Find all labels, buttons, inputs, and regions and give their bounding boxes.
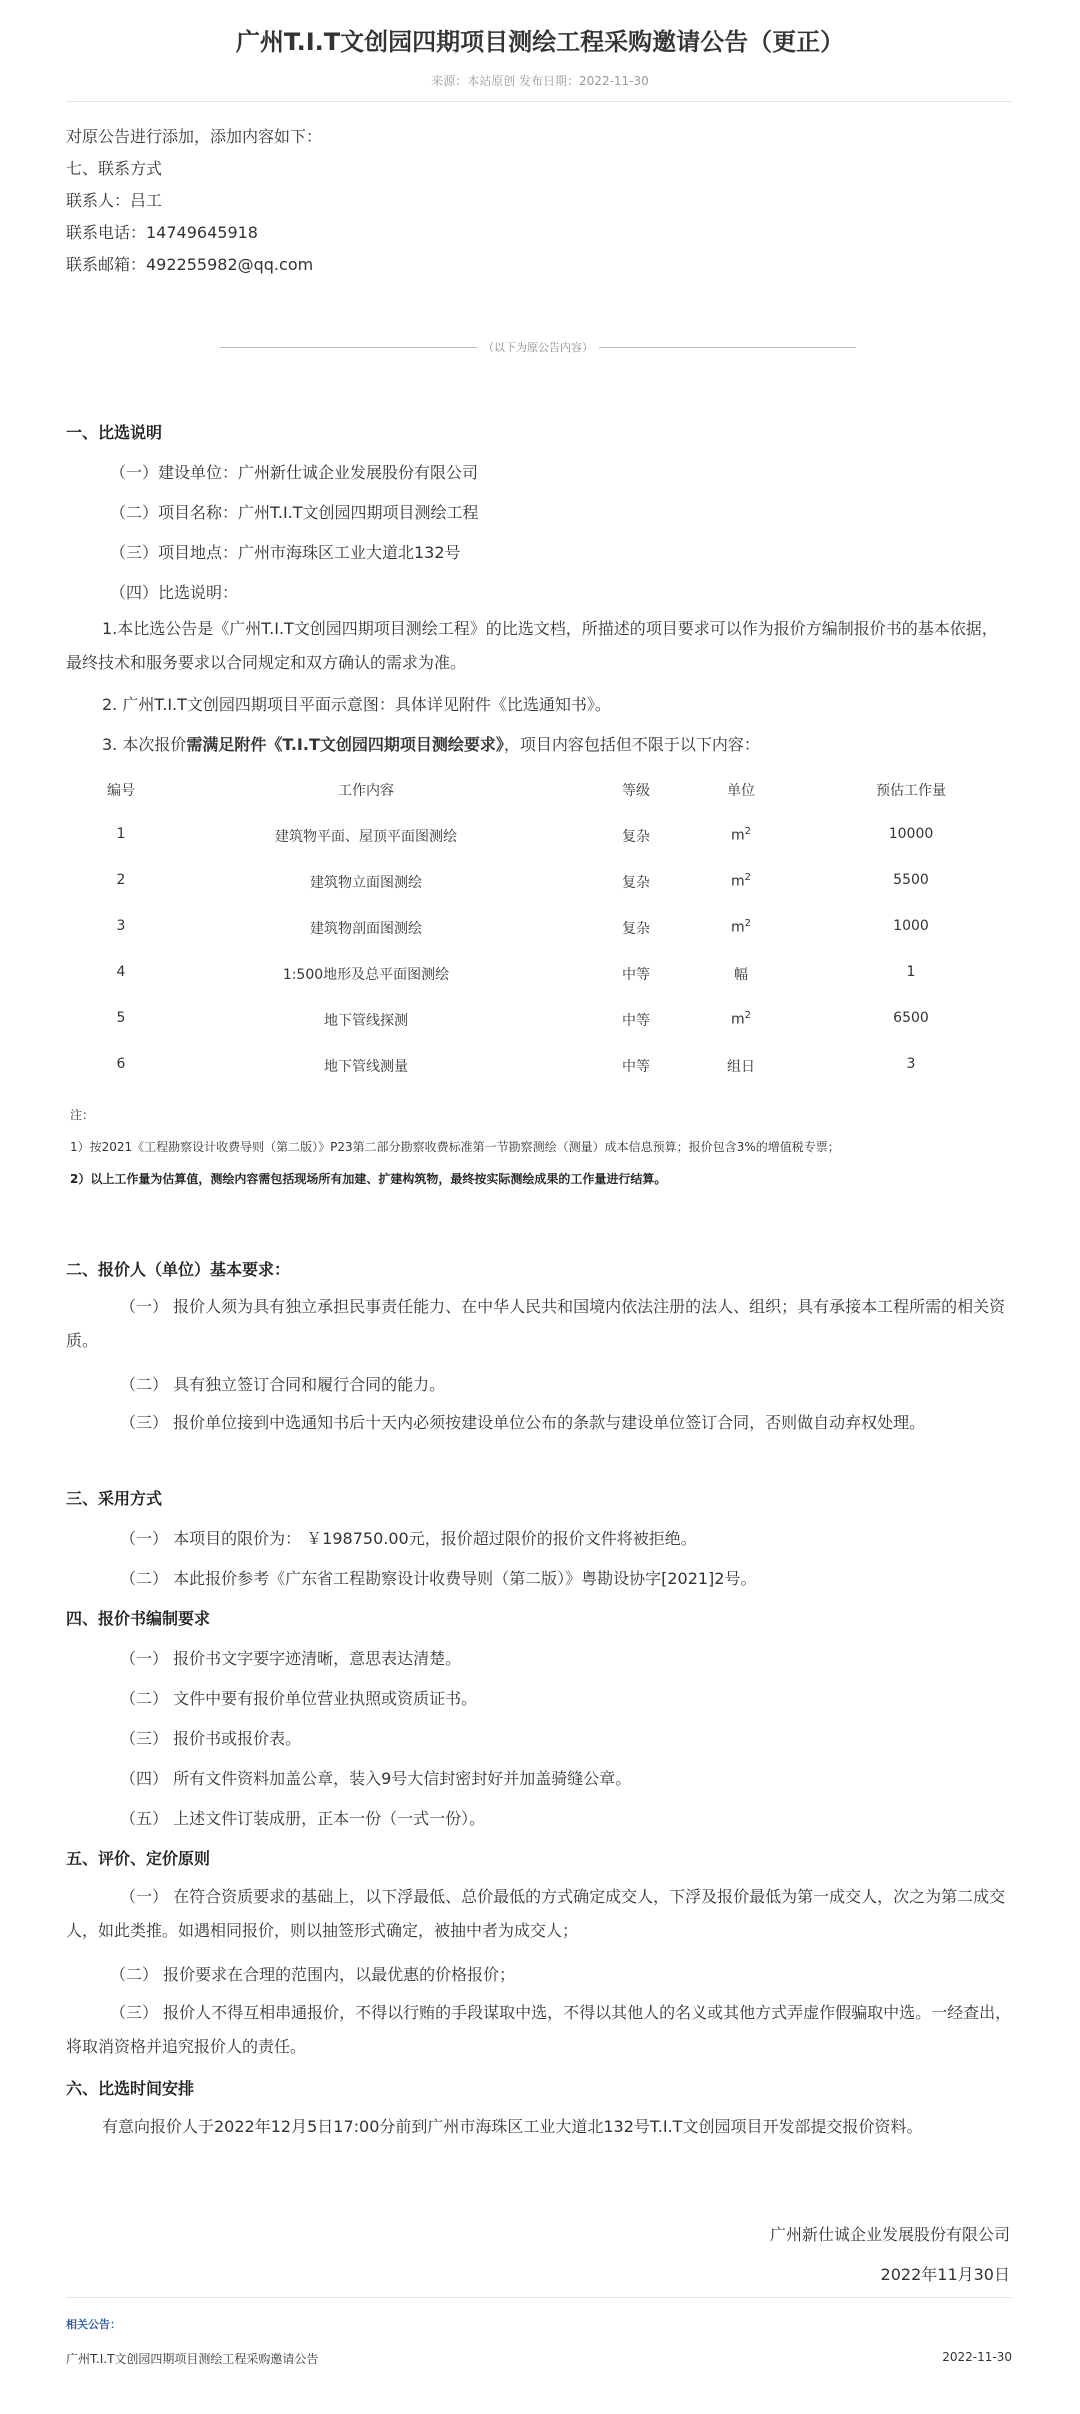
section-2-heading: 二、报价人（单位）基本要求：	[66, 1260, 291, 1279]
s1-paragraph-1: 1.本比选公告是《广州T.I.T文创园四期项目测绘工程》的比选文档，所描述的项目要求可以作为报价方编制报价书的基本依据，最终技术和服务要求以合同规定和双方确认的需求为准。	[66, 619, 998, 672]
cell-no: 1	[116, 826, 126, 842]
s4-item-4: （四） 所有文件资料加盖公章，装入9号大信封密封好并加盖骑缝公章。	[120, 1769, 632, 1788]
unit-text: m	[730, 919, 745, 936]
cell-unit	[686, 872, 796, 890]
cell-level: 复杂	[622, 921, 650, 937]
cell-qty: 6500	[893, 1010, 929, 1026]
unit-sup: 2	[744, 918, 751, 929]
cell-unit	[686, 1010, 796, 1028]
original-notice-divider	[220, 339, 856, 355]
cell-unit	[686, 1056, 796, 1076]
cell-content: 建筑物平面、屋顶平面图测绘	[275, 829, 457, 845]
s1-paragraph-2: 2. 广州T.I.T文创园四期项目平面示意图：具体详见附件《比选通知书》。	[102, 695, 611, 714]
cell-level: 中等	[622, 967, 650, 983]
s1-paragraph-3	[102, 732, 760, 755]
th-content: 工作内容	[338, 783, 394, 799]
publish-meta: 来源：本站原创 发布日期：2022-11-30	[431, 74, 649, 88]
section-3-heading: 三、采用方式	[66, 1489, 163, 1508]
s1-item-1: （一）建设单位：广州新仕诚企业发展股份有限公司	[110, 463, 479, 482]
notes-label: 注：	[70, 1108, 95, 1122]
cell-content: 1:500地形及总平面图测绘	[282, 967, 450, 983]
correction-intro: 对原公告进行添加，添加内容如下：	[66, 127, 323, 146]
unit-sup: 2	[744, 1010, 751, 1021]
s5-item-1: （一） 在符合资质要求的基础上，以下浮最低、总价最低的方式确定成交人，下浮及报价最低为第一成交人，次之为第二成交人，如此类推。如遇相同报价，则以抽签形式确定，被抽中者为成交人；	[66, 1887, 1006, 1940]
cell-level: 复杂	[622, 829, 650, 845]
section-4-heading: 四、报价书编制要求	[66, 1609, 211, 1628]
divider-text: （以下为原公告内容）	[483, 341, 593, 354]
table-row	[66, 910, 1012, 944]
cell-qty: 1	[906, 964, 916, 980]
cell-no: 2	[116, 872, 126, 888]
unit-text: m	[730, 873, 745, 890]
cell-content: 建筑物剖面图测绘	[310, 921, 422, 937]
s2-item-2: （二） 具有独立签订合同和履行合同的能力。	[120, 1375, 446, 1394]
cell-unit	[686, 964, 796, 984]
contact-person: 联系人：吕工	[66, 191, 163, 210]
footer-divider	[66, 2297, 1012, 2298]
cell-unit	[686, 826, 796, 844]
unit-sup: 2	[744, 872, 751, 883]
s1-p3-prefix: 3. 本次报价	[102, 735, 187, 754]
related-date: 2022-11-30	[942, 2350, 1012, 2364]
unit-text: m	[730, 1011, 745, 1028]
correction-section-title: 七、联系方式	[66, 159, 163, 178]
unit-text: 组日	[727, 1059, 755, 1075]
s3-item-2: （二） 本此报价参考《广东省工程勘察设计收费导则（第二版）》粤勘设协字[2021]2号。	[120, 1569, 757, 1588]
table-row	[66, 1002, 1012, 1036]
s2-item-1: （一） 报价人须为具有独立承担民事责任能力、在中华人民共和国境内依法注册的法人、组织；具有承接本工程所需的相关资质。	[66, 1297, 1006, 1350]
s1-p3-suffix: ，项目内容包括但不限于以下内容：	[503, 735, 760, 754]
cell-level: 复杂	[622, 875, 650, 891]
s1-item-2: （二）项目名称：广州T.I.T文创园四期项目测绘工程	[110, 503, 479, 522]
th-level: 等级	[622, 783, 650, 799]
table-row	[66, 864, 1012, 898]
cell-qty: 1000	[893, 918, 929, 934]
table-header-row	[66, 772, 1012, 806]
cell-no: 3	[116, 918, 126, 934]
s5-item-2: （二） 报价要求在合理的范围内，以最优惠的价格报价；	[110, 1965, 516, 1984]
contact-email: 联系邮箱：492255982@qq.com	[66, 255, 314, 274]
cell-level: 中等	[622, 1013, 650, 1029]
signature-company: 广州新仕诚企业发展股份有限公司	[769, 2225, 1010, 2244]
cell-qty: 5500	[893, 872, 929, 888]
s4-item-2: （二） 文件中要有报价单位营业执照或资质证书。	[120, 1689, 478, 1708]
section-5-heading: 五、评价、定价原则	[66, 1849, 211, 1868]
s1-item-3: （三）项目地点：广州市海珠区工业大道北132号	[110, 543, 461, 562]
signature-date: 2022年11月30日	[880, 2265, 1010, 2284]
cell-level: 中等	[622, 1059, 650, 1075]
table-row	[66, 1048, 1012, 1082]
unit-text: 幅	[734, 967, 748, 983]
s4-item-1: （一） 报价书文字要字迹清晰，意思表达清楚。	[120, 1649, 462, 1668]
s5-item-3: （三） 报价人不得互相串通报价，不得以行贿的手段谋取中选，不得以其他人的名义或其他方式弄虚作假骗取中选。一经查出，将取消资格并追究报价人的责任。	[66, 2003, 1012, 2056]
unit-text: m	[730, 827, 745, 844]
cell-no: 5	[116, 1010, 126, 1026]
page-title: 广州T.I.T文创园四期项目测绘工程采购邀请公告（更正）	[235, 28, 845, 56]
cell-qty: 10000	[888, 826, 934, 842]
table-row	[66, 818, 1012, 852]
cell-no: 4	[116, 964, 126, 980]
cell-qty: 3	[906, 1056, 916, 1072]
th-qty: 预估工作量	[876, 783, 946, 799]
note-2: 2）以上工作量为估算值，测绘内容需包括现场所有加建、扩建构筑物，最终按实际测绘成果的工作量进行结算。	[70, 1172, 667, 1186]
table-row	[66, 956, 1012, 990]
s3-item-1: （一） 本项目的限价为： ￥198750.00元，报价超过限价的报价文件将被拒绝。	[120, 1529, 697, 1548]
section-1-heading: 一、比选说明	[66, 423, 163, 442]
related-link[interactable]: 广州T.I.T文创园四期项目测绘工程采购邀请公告	[66, 2352, 319, 2366]
s4-item-5: （五） 上述文件订装成册，正本一份（一式一份）。	[120, 1809, 486, 1828]
s1-item-4: （四）比选说明：	[110, 583, 239, 602]
note-1: 1）按2021《工程勘察设计收费导则（第二版）》P23第二部分勘察收费标准第一节勘察测绘（测量）成本信息预算；报价包含3%的增值税专票；	[70, 1140, 840, 1154]
cell-unit	[686, 918, 796, 936]
contact-phone: 联系电话：14749645918	[66, 223, 258, 242]
s1-p3-emphasis: 需满足附件《T.I.T文创园四期项目测绘要求》	[186, 735, 504, 754]
th-no: 编号	[107, 783, 135, 799]
cell-no: 6	[116, 1056, 126, 1072]
s6-paragraph: 有意向报价人于2022年12月5日17:00分前到广州市海珠区工业大道北132号T.I.T文创园项目开发部提交报价资料。	[102, 2117, 923, 2136]
cell-content: 建筑物立面图测绘	[310, 875, 422, 891]
s2-item-3: （三） 报价单位接到中选通知书后十天内必须按建设单位公布的条款与建设单位签订合同，否则做自动弃权处理。	[120, 1413, 926, 1432]
related-label: 相关公告：	[66, 2318, 121, 2331]
header-divider	[66, 101, 1012, 102]
cell-content: 地下管线探测	[324, 1013, 408, 1029]
cell-content: 地下管线测量	[324, 1059, 408, 1075]
section-6-heading: 六、比选时间安排	[66, 2079, 195, 2098]
th-unit: 单位	[727, 783, 755, 799]
s4-item-3: （三） 报价书或报价表。	[120, 1729, 302, 1748]
unit-sup: 2	[744, 826, 751, 837]
